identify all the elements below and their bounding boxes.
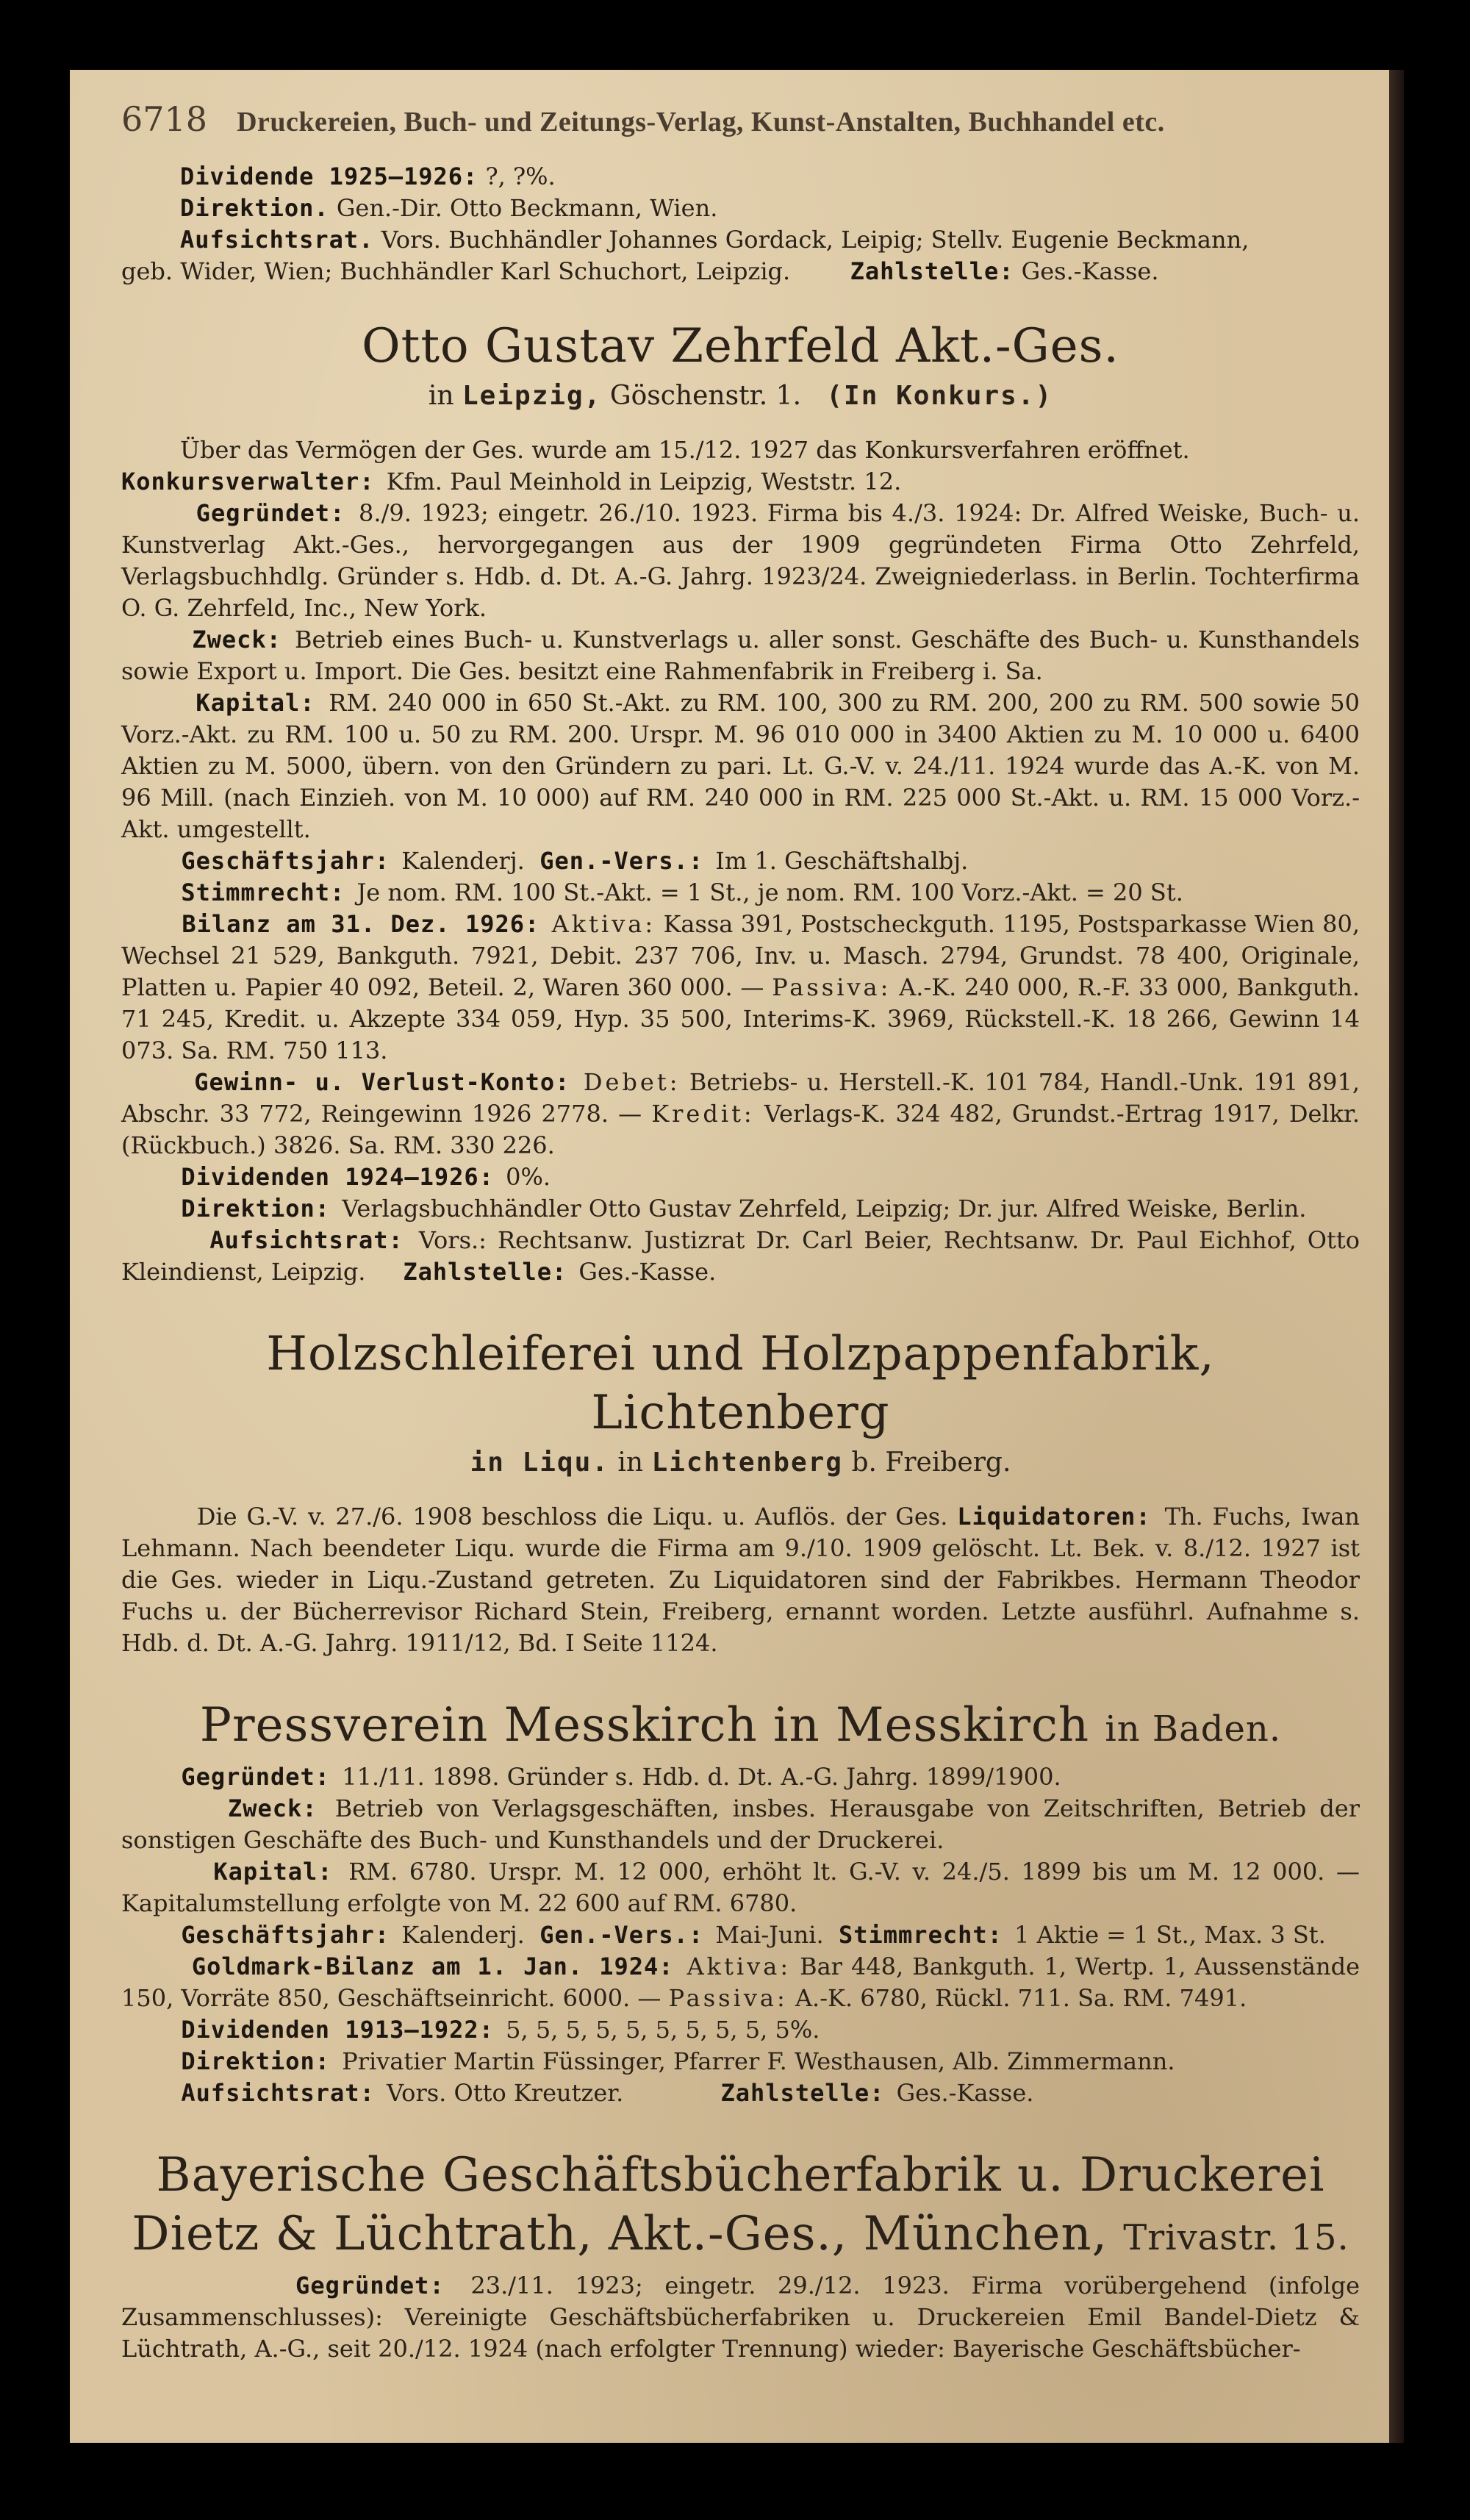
genvers-value: Mai-Juni. [715, 1921, 824, 1949]
bilanz-aktiva-label: Aktiva: [686, 1952, 792, 1980]
stimmrecht-label: Stimmrecht: [181, 878, 345, 906]
aufsichtsrat-para [121, 2077, 1360, 2109]
geschaeftsjahr-para [121, 845, 1360, 877]
liquidation-text-2: Th. Fuchs, Iwan Lehmann. Nach beendeter Liqu. wurde die Firma am 9./10. 1909 gelöscht. Lt. Bek. v. 8./12. 1927 ist die Ges. wieder in Liqu.-Zustand getreten. Zu Liquidatoren sind der Fabrikbes. Hermann Theodor Fuchs u. der Bücherrevisor Richard Stein, Freiberg, ernannt worden. Letzte ausführl. Aufnahme s. Hdb. d. Dt. A.-G. Jahrg. 1911/12, Bd. I Seite 1124. [121, 1503, 1360, 1657]
book-binding-edge [1389, 70, 1404, 2443]
geschaeftsjahr-value: Kalenderj. [401, 847, 525, 875]
direktion-label: Direktion. [180, 194, 329, 222]
geschaeftsjahr-para [121, 1919, 1360, 1951]
subtitle-in: in [617, 1447, 644, 1478]
company-title: Holzschleiferei und Holzpappenfabrik, Lichtenberg [266, 1327, 1215, 1440]
gegruendet-label: Gegründet: [181, 1763, 331, 1791]
company-title-main: Dietz & Lüchtrath, Akt.-Ges., München, [132, 2207, 1108, 2261]
company-title [121, 1696, 1360, 1758]
kapital-para [121, 687, 1360, 845]
genvers-label: Gen.-Vers.: [539, 1921, 704, 1949]
bilanz-para [121, 909, 1360, 1067]
company-title-line-2 [121, 2205, 1360, 2267]
guv-debet-value: Betriebs- u. Herstell.-K. 101 784, Handl.-Unk. 191 891, Abschr. 33 772, Reingewinn 1926 2778. — [121, 1068, 1360, 1128]
gegruendet-label: Gegründet: [295, 2272, 445, 2299]
subtitle-status: in Liqu. [470, 1447, 609, 1478]
aufsichtsrat-line-2 [121, 256, 1360, 287]
zweck-para [121, 624, 1360, 687]
zahlstelle-label: Zahlstelle: [403, 1258, 567, 1286]
bilanz-passiva-value: A.-K. 6780, Rückl. 711. Sa. RM. 7491. [795, 1984, 1247, 2012]
guv-kredit-value: Verlags-K. 324 482, Grundst.-Ertrag 1917, Delkr. (Rückbuch.) 3826. Sa. RM. 330 226. [121, 1100, 1360, 1159]
genvers-label: Gen.-Vers.: [539, 847, 704, 875]
kapital-label: Kapital: [196, 689, 315, 717]
dividenden-value: 5, 5, 5, 5, 5, 5, 5, 5, 5, 5%. [506, 2016, 820, 2044]
gegruendet-para [121, 2270, 1360, 2365]
bilanz-para [121, 1951, 1360, 2014]
gegruendet-para [121, 498, 1360, 624]
dividenden-label: Dividenden 1913—1922: [181, 2016, 494, 2044]
stimmrecht-para [121, 877, 1360, 909]
bilanz-aktiva-label: Aktiva: [551, 910, 656, 938]
geschaeftsjahr-label: Geschäftsjahr: [181, 847, 390, 875]
aufsichtsrat-label: Aufsichtsrat. [180, 226, 374, 254]
kapital-label: Kapital: [213, 1858, 333, 1886]
direktion-label: Direktion: [181, 2047, 331, 2075]
liquidatoren-label: Liquidatoren: [957, 1503, 1151, 1531]
entry-holzschleiferei [121, 1325, 1360, 1659]
zahlstelle-value: Ges.-Kasse. [578, 1258, 717, 1286]
previous-entry-tail [121, 161, 1360, 287]
bilanz-passiva-label: Passiva: [668, 1984, 788, 2012]
zahlstelle-label: Zahlstelle: [850, 257, 1014, 285]
dividende-value: ?, ?%. [485, 162, 556, 190]
konkursverwalter-para [121, 466, 1360, 498]
kapital-para [121, 1856, 1360, 1919]
company-title-suffix: in Baden. [1105, 1708, 1282, 1750]
company-subtitle [121, 379, 1360, 414]
subtitle-city: Leipzig, [462, 381, 602, 411]
zahlstelle-value: Ges.-Kasse. [1021, 257, 1159, 285]
aufsichtsrat-value: Vors.: Rechtsanw. Justizrat Dr. Carl Beier, Rechtsanw. Dr. Paul Eichhof, Otto Kleindienst, Leipzig. [121, 1226, 1360, 1286]
direktion-para [121, 1193, 1360, 1225]
aufsichtsrat-label: Aufsichtsrat: [209, 1226, 404, 1254]
direktion-value: Gen.-Dir. Otto Beckmann, Wien. [336, 194, 718, 222]
bilanz-aktiva-value: Kassa 391, Postscheckguth. 1195, Postsparkasse Wien 80, Wechsel 21 529, Bankguth. 7921, Debit. 237 706, Inv. u. Masch. 2794, Grundst. 78 400, Originale, Platten u. Papier 40 092, Beteil. 2, Waren 360 000. — [121, 910, 1360, 1001]
dividende-label: Dividende 1925—1926: [180, 162, 478, 190]
stimmrecht-label: Stimmrecht: [838, 1921, 1003, 1949]
company-title-main: Pressverein Messkirch in Messkirch [199, 1698, 1090, 1753]
dividende-line [121, 161, 1360, 193]
company-subtitle [121, 1445, 1360, 1481]
document-page [70, 70, 1389, 2443]
bilanz-label: Bilanz am 31. Dez. 1926: [182, 910, 540, 938]
company-title: Otto Gustav Zehrfeld Akt.-Ges. [362, 319, 1119, 373]
aufsichtsrat-value-2: geb. Wider, Wien; Buchhändler Karl Schuchort, Leipzig. [121, 257, 791, 285]
zweck-value: Betrieb von Verlagsgeschäften, insbes. Herausgabe von Zeitschriften, Betrieb der sonstigen Geschäfte des Buch- und Kunsthandels und der Druckerei. [121, 1794, 1360, 1854]
gegruendet-label: Gegründet: [196, 499, 345, 527]
aufsichtsrat-value: Vors. Buchhändler Johannes Gordack, Leipig; Stellv. Eugenie Beckmann, [381, 226, 1250, 254]
dividenden-para [121, 2014, 1360, 2046]
company-title-line-1: Bayerische Geschäftsbücherfabrik u. Druckerei [156, 2148, 1325, 2202]
stimmrecht-value: 1 Aktie = 1 St., Max. 3 St. [1014, 1921, 1326, 1949]
kapital-value: RM. 240 000 in 650 St.-Akt. zu RM. 100, 300 zu RM. 200, 200 zu RM. 500 sowie 50 Vorz.-Akt. zu RM. 100 u. 50 zu RM. 200. Urspr. M. 96 010 000 in 3400 Aktien zu M. 10 000 u. 6400 Aktien zu M. 5000, übern. von den Gründern zu pari. Lt. G.-V. v. 24./11. 1924 wurde das A.-K. von M. 96 Mill. (nach Einzieh. von M. 10 000) auf RM. 240 000 in RM. 225 000 St.-Akt. u. RM. 15 000 Vorz.-Akt. umgestellt. [121, 689, 1360, 843]
gegruendet-value: 11./11. 1898. Gründer s. Hdb. d. Dt. A.-G. Jahrg. 1899/1900. [342, 1763, 1061, 1791]
dividenden-label: Dividenden 1924—1926: [181, 1163, 494, 1191]
guv-para [121, 1067, 1360, 1161]
subtitle-status: (In Konkurs.) [826, 381, 1053, 411]
konkurs-text: Über das Vermögen der Ges. wurde am 15./12. 1927 das Konkursverfahren eröffnet. [180, 436, 1190, 464]
subtitle-suffix: b. Freiberg. [851, 1447, 1011, 1478]
liquidation-para [121, 1501, 1360, 1659]
subtitle-in: in [428, 381, 454, 411]
direktion-line [121, 193, 1360, 224]
direktion-value: Verlagsbuchhändler Otto Gustav Zehrfeld, Leipzig; Dr. jur. Alfred Weiske, Berlin. [342, 1195, 1307, 1223]
guv-debet-label: Debet: [583, 1068, 681, 1096]
direktion-label: Direktion: [181, 1195, 331, 1223]
bilanz-aktiva-value: Bar 448, Bankguth. 1, Wertp. 1, Aussenstände 150, Vorräte 850, Geschäftseinricht. 6000. — [121, 1952, 1360, 2012]
genvers-value: Im 1. Geschäftshalbj. [715, 847, 969, 875]
aufsichtsrat-line [121, 224, 1360, 256]
running-title: Druckereien, Buch- und Zeitungs-Verlag, Kunst-Anstalten, Buchhandel etc. [237, 107, 1165, 137]
page-number: 6718 [121, 99, 208, 139]
guv-kredit-label: Kredit: [651, 1100, 755, 1128]
konkursverwalter-value: Kfm. Paul Meinhold in Leipzig, Weststr. 12. [386, 468, 902, 495]
aufsichtsrat-value: Vors. Otto Kreutzer. [387, 2079, 624, 2107]
konkursverwalter-label: Konkursverwalter: [121, 468, 375, 495]
guv-label: Gewinn- u. Verlust-Konto: [194, 1068, 570, 1096]
entry-zehrfeld [121, 317, 1360, 1288]
zweck-label: Zweck: [192, 626, 282, 654]
kapital-value: RM. 6780. Urspr. M. 12 000, erhöht lt. G.-V. v. 24./5. 1899 bis um M. 12 000. — Kapitalumstellung erfolgte von M. 22 600 auf RM. 6780. [121, 1858, 1360, 1917]
dividenden-para [121, 1161, 1360, 1193]
bilanz-passiva-value: A.-K. 240 000, R.-F. 33 000, Bankguth. 71 245, Kredit. u. Akzepte 334 059, Hyp. 35 500, Interims-K. 3969, Rückstell.-K. 18 266, Gewinn 14 073. Sa. RM. 750 113. [121, 973, 1360, 1064]
geschaeftsjahr-value: Kalenderj. [401, 1921, 525, 1949]
gegruendet-para [121, 1761, 1360, 1793]
zahlstelle-value: Ges.-Kasse. [896, 2079, 1034, 2107]
gegruendet-value: 23./11. 1923; eingetr. 29./12. 1923. Firma vorübergehend (infolge Zusammenschlusses): Vereinigte Geschäftsbücherfabriken u. Druckereien Emil Bandel-Dietz & Lüchtrath, A.-G., seit 20./12. 1924 (nach erfolgter Trennung) wieder: Bayerische Geschäftsbücher- [121, 2272, 1360, 2363]
aufsichtsrat-para [121, 1225, 1360, 1288]
zweck-para [121, 1793, 1360, 1856]
bilanz-label: Goldmark-Bilanz am 1. Jan. 1924: [191, 1952, 674, 1980]
running-header [121, 99, 1360, 139]
direktion-para [121, 2046, 1360, 2077]
bilanz-passiva-label: Passiva: [772, 973, 892, 1001]
geschaeftsjahr-label: Geschäftsjahr: [181, 1921, 390, 1949]
direktion-value: Privatier Martin Füssinger, Pfarrer F. Westhausen, Alb. Zimmermann. [342, 2047, 1175, 2075]
liquidation-text-1: Die G.-V. v. 27./6. 1908 beschloss die Liqu. u. Auflös. der Ges. [196, 1503, 948, 1531]
zweck-value: Betrieb eines Buch- u. Kunstverlags u. aller sonst. Geschäfte des Buch- u. Kunsthandels sowie Export u. Import. Die Ges. besitzt eine Rahmenfabrik in Freiberg i. Sa. [121, 626, 1360, 685]
entry-pressverein [121, 1696, 1360, 2109]
aufsichtsrat-label: Aufsichtsrat: [181, 2079, 375, 2107]
dividenden-value: 0%. [506, 1163, 551, 1191]
stimmrecht-value: Je nom. RM. 100 St.-Akt. = 1 St., je nom. RM. 100 Vorz.-Akt. = 20 St. [356, 878, 1183, 906]
gegruendet-value: 8./9. 1923; eingetr. 26./10. 1923. Firma bis 4./3. 1924: Dr. Alfred Weiske, Buch- u. Kunstverlag Akt.-Ges., hervorgegangen aus der 1909 gegründeten Firma Otto Zehrfeld, Verlagsbuchhdlg. Gründer s. Hdb. d. Dt. A.-G. Jahrg. 1923/24. Zweigniederlass. in Berlin. Tochterfirma O. G. Zehrfeld, Inc., New York. [121, 499, 1360, 622]
zweck-label: Zweck: [227, 1794, 318, 1822]
subtitle-city: Lichtenberg [651, 1447, 843, 1478]
zahlstelle-label: Zahlstelle: [720, 2079, 885, 2107]
company-title-suffix: Trivastr. 15. [1123, 2217, 1349, 2258]
entry-bayerische [121, 2146, 1360, 2365]
subtitle-street: Göschenstr. 1. [609, 381, 802, 411]
